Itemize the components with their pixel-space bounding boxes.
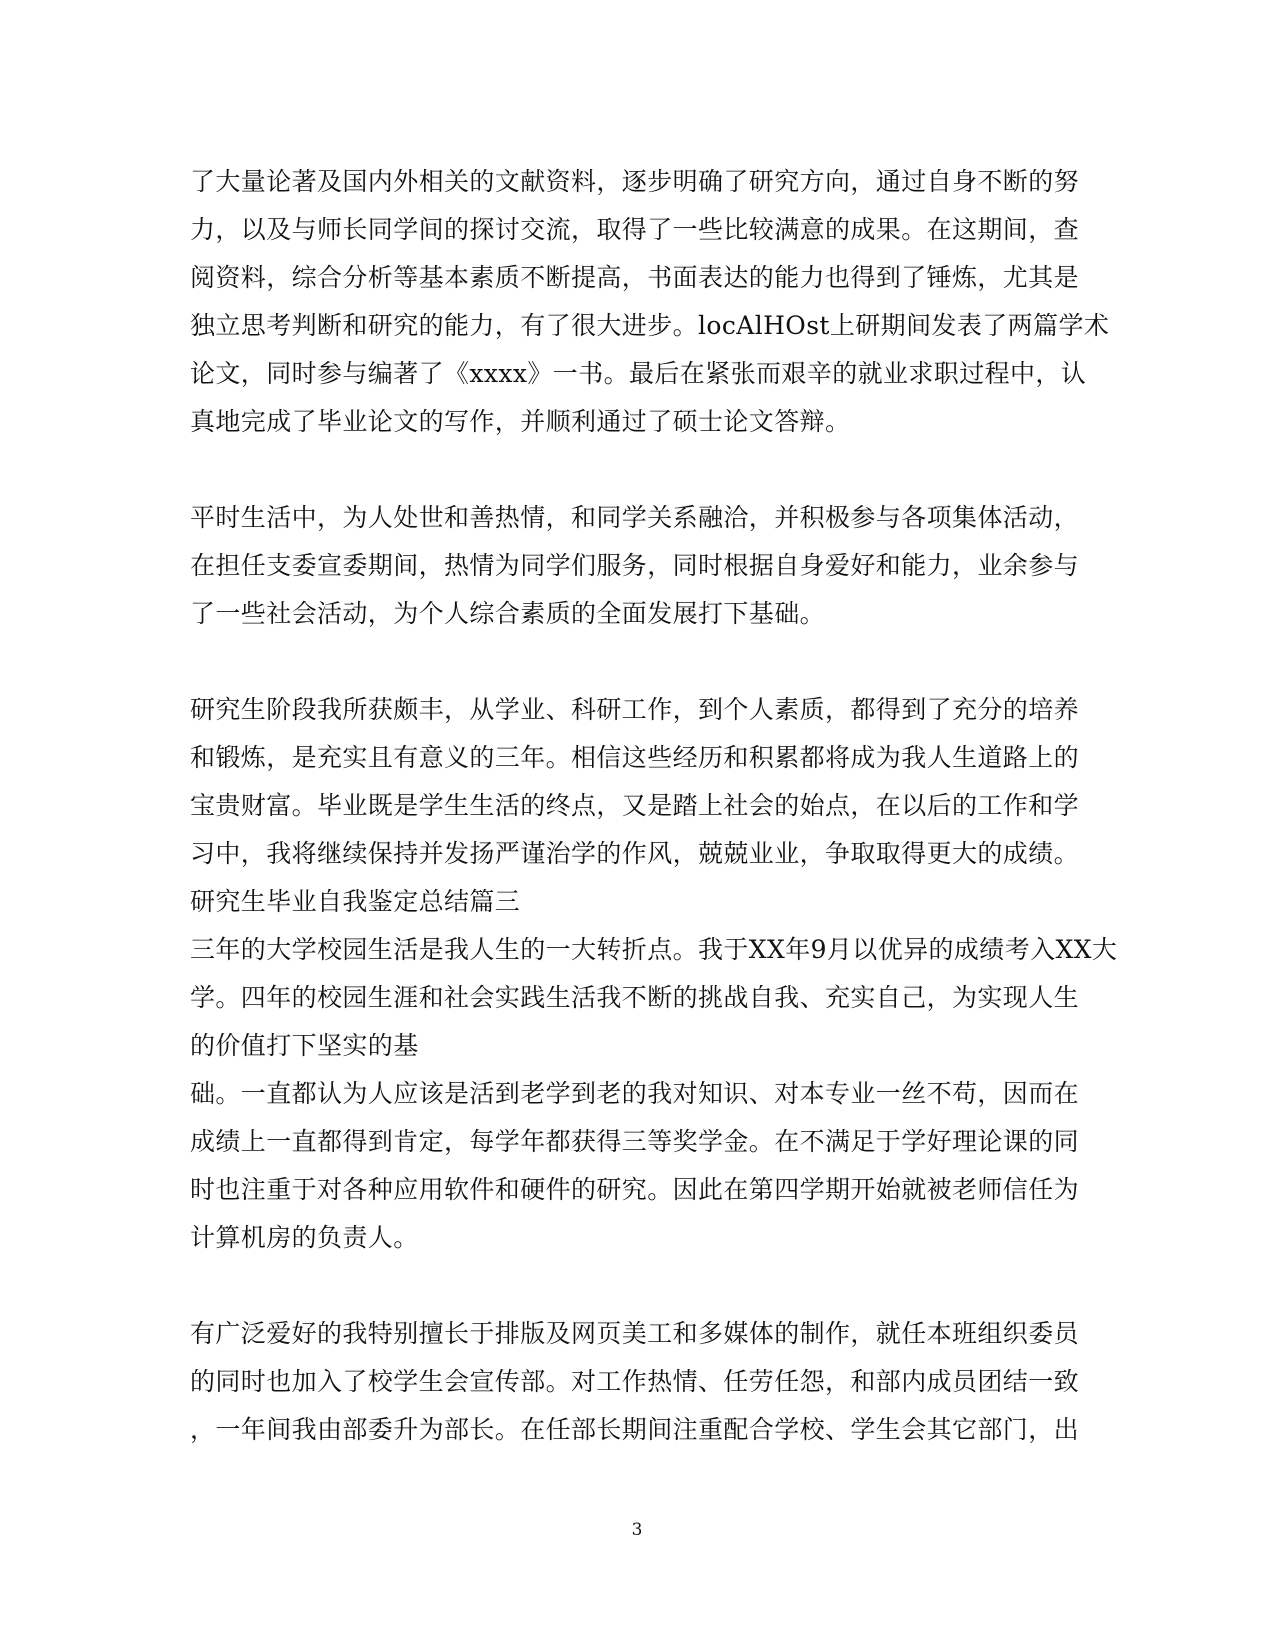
text-line: 独立思考判断和研究的能力，有了很大进步。locAlHOst上研期间发表了两篇学术	[190, 311, 1110, 340]
text-line: 时也注重于对各种应用软件和硬件的研究。因此在第四学期开始就被老师信任为	[190, 1175, 1080, 1204]
page-number: 3	[631, 1520, 643, 1540]
text-line: 了一些社会活动，为个人综合素质的全面发展打下基础。	[190, 599, 826, 628]
text-line: 论文，同时参与编著了《xxxx》一书。最后在紧张而艰辛的就业求职过程中，认	[190, 359, 1087, 388]
text-line: 有广泛爱好的我特别擅长于排版及网页美工和多媒体的制作，就任本班组织委员	[190, 1319, 1080, 1348]
text-line: 了大量论著及国内外相关的文献资料，逐步明确了研究方向，通过自身不断的努	[190, 167, 1080, 196]
text-line: 阅资料，综合分析等基本素质不断提高，书面表达的能力也得到了锤炼，尤其是	[190, 263, 1080, 292]
text-line: 平时生活中，为人处世和善热情，和同学关系融洽，并积极参与各项集体活动，	[190, 503, 1080, 532]
text-line: 在担任支委宣委期间，热情为同学们服务，同时根据自身爱好和能力，业余参与	[190, 551, 1080, 580]
text-line: 研究生阶段我所获颇丰，从学业、科研工作，到个人素质，都得到了充分的培养	[190, 695, 1080, 724]
text-line: 学。四年的校园生涯和社会实践生活我不断的挑战自我、充实自己，为实现人生	[190, 983, 1080, 1012]
text-line: ，一年间我由部委升为部长。在任部长期间注重配合学校、学生会其它部门，出	[190, 1415, 1080, 1444]
text-line: 的价值打下坚实的基	[190, 1031, 419, 1060]
text-line: 三年的大学校园生活是我人生的一大转折点。我于XX年9月以优异的成绩考入XX大	[190, 935, 1118, 964]
text-line: 计算机房的负责人。	[190, 1223, 419, 1252]
text-line: 础。一直都认为人应该是活到老学到老的我对知识、对本专业一丝不苟，因而在	[190, 1079, 1080, 1108]
text-line: 习中，我将继续保持并发扬严谨治学的作风，兢兢业业，争取取得更大的成绩。	[190, 839, 1080, 868]
section-heading: 研究生毕业自我鉴定总结篇三	[190, 887, 521, 916]
text-line: 成绩上一直都得到肯定，每学年都获得三等奖学金。在不满足于学好理论课的同	[190, 1127, 1080, 1156]
text-line: 真地完成了毕业论文的写作，并顺利通过了硕士论文答辩。	[190, 407, 851, 436]
text-line: 和锻炼，是充实且有意义的三年。相信这些经历和积累都将成为我人生道路上的	[190, 743, 1080, 772]
text-line: 宝贵财富。毕业既是学生生活的终点，又是踏上社会的始点，在以后的工作和学	[190, 791, 1080, 820]
text-line: 力，以及与师长同学间的探讨交流，取得了一些比较满意的成果。在这期间，查	[190, 215, 1080, 244]
text-line: 的同时也加入了校学生会宣传部。对工作热情、任劳任怨，和部内成员团结一致	[190, 1367, 1080, 1396]
